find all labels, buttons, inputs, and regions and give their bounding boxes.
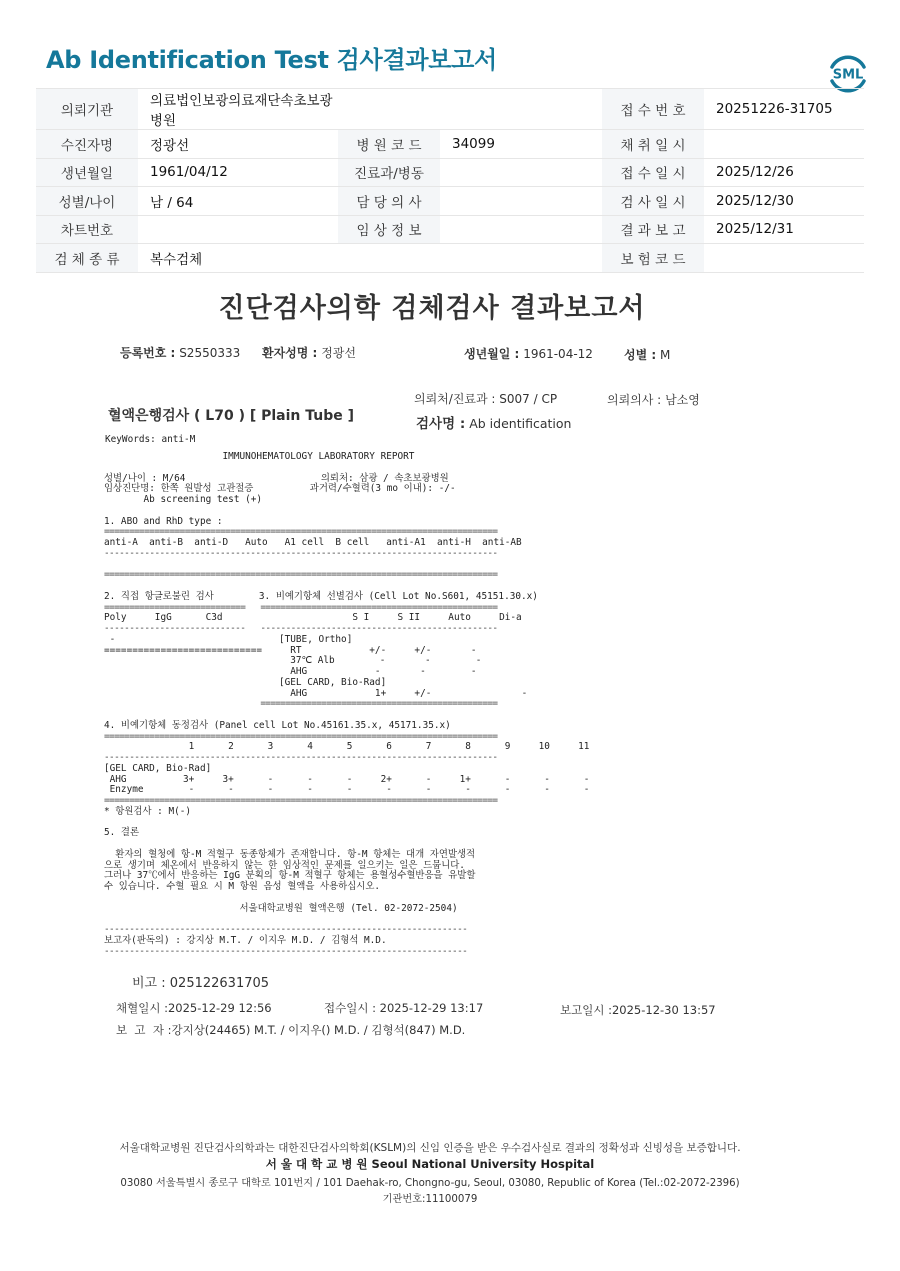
patient-name-label: 환자성명 : <box>262 346 318 360</box>
report-line: - [TUBE, Ortho] <box>104 633 353 645</box>
report-line <box>104 818 524 829</box>
info-value <box>440 89 602 130</box>
info-label <box>338 244 440 273</box>
info-value: 1961/04/12 <box>138 158 338 187</box>
info-value: 정광선 <box>138 130 338 159</box>
sml-logo <box>814 30 864 83</box>
info-value <box>440 215 602 244</box>
hospital-name: 서 울 대 학 교 병 원 Seoul National University Hospital <box>265 1157 595 1171</box>
separator-line: =============================================== <box>104 698 498 710</box>
info-value: 남 / 64 <box>138 187 338 216</box>
dept-field <box>414 390 557 407</box>
patient-info-table <box>36 88 864 273</box>
birth-field <box>464 345 593 362</box>
info-label: 성별/나이 <box>36 187 138 216</box>
remark-label: 비고 : <box>132 976 166 991</box>
report-title: 진단검사의학 검체검사 결과보고서 <box>218 293 646 324</box>
separator-line: ---------------------------- ----------------------------------------------- <box>104 623 498 634</box>
info-value: 20251226-31705 <box>704 89 864 130</box>
reg-no-field <box>120 344 240 361</box>
info-label: 결 과 보 고 <box>602 215 704 244</box>
doctor-label: 의뢰의사 : <box>607 393 662 407</box>
receipt-field <box>324 1000 483 1016</box>
info-label: 검 사 일 시 <box>602 187 704 216</box>
report-line: anti-A anti-B anti-D Auto A1 cell B cell anti-A1 anti-H anti-AB <box>104 537 522 548</box>
info-label: 생년월일 <box>36 158 138 187</box>
patient-name-value: 정광선 <box>321 346 356 360</box>
certification-text: 서울대학교병원 진단검사의학과는 대한진단검사의학회(KSLM)의 신임 인증을 받은 우수검사실로 결과의 정확성과 신빙성을 보증합니다. <box>119 1142 741 1154</box>
info-value: 34099 <box>440 130 602 159</box>
info-label: 담 당 의 사 <box>338 187 440 216</box>
remark-field <box>132 972 269 991</box>
report-line: Enzyme - - - - - - - - - - - <box>104 784 590 796</box>
separator-line: ------------------------------------------------------------------------ <box>104 945 468 957</box>
report-line: AHG 3+ 3+ - - - 2+ - 1+ - - - <box>104 773 590 785</box>
receipt-label: 접수일시 : <box>324 1001 376 1015</box>
separator-line: ------------------------------------------------------------------------------ <box>104 752 498 763</box>
collect-field <box>116 1000 272 1016</box>
separator-line: ============================================================================== <box>104 795 498 806</box>
report-line: 5. 결론 <box>104 827 140 839</box>
report-line: [GEL CARD, Bio-Rad] <box>104 676 387 688</box>
report-line: 4. 비예기항체 동정검사 (Panel cell Lot No.45161.35.x, 45171.35.x) <box>104 719 451 731</box>
info-row <box>36 89 864 130</box>
sex-label: 성별 : <box>624 348 657 362</box>
info-label: 진료과/병동 <box>338 158 440 187</box>
info-value: 2025/12/30 <box>704 187 864 216</box>
test-name-label: 검사명 : <box>416 416 466 432</box>
info-label: 접 수 일 시 <box>602 158 704 187</box>
report-line: 그러나 37℃에서 반응하는 IgG 분획의 항-M 적혈구 항체는 용혈성수혈반응을 유발할 <box>104 870 476 882</box>
info-label: 임 상 정 보 <box>338 215 440 244</box>
lab-report-block <box>104 451 590 957</box>
report-line: 서울대학교병원 혈액은행 (Tel. 02-2072-2504) <box>104 902 458 914</box>
logo-text: SML <box>832 67 864 83</box>
info-label: 의뢰기관 <box>36 89 138 130</box>
info-row <box>36 215 864 244</box>
keywords: KeyWords: anti-M <box>105 434 196 445</box>
report-line: Poly IgG C3d S I S II Auto Di-a <box>104 612 522 624</box>
reg-no-value: S2550333 <box>179 346 241 360</box>
report-date-label: 보고일시 : <box>560 1003 612 1017</box>
report-line: * 항원검사 : M(-) <box>104 805 192 817</box>
report-line: Ab screening test (+) <box>104 494 263 505</box>
receipt-value: 2025-12-29 13:17 <box>379 1001 484 1015</box>
doctor-value: 남소영 <box>665 393 700 407</box>
reporter-field <box>116 1022 465 1038</box>
report-line: 수 있습니다. 수혈 필요 시 M 항원 음성 혈액을 사용하십시오. <box>104 881 381 892</box>
report-line: 보고자(판독의) : 강지상 M.T. / 이지우 M.D. / 김형석 M.D. <box>104 934 387 946</box>
dept-label: 의뢰처/진료과 : <box>414 392 496 406</box>
report-line: 1. ABO and RhD type : <box>104 515 223 527</box>
info-label: 접 수 번 호 <box>602 89 704 130</box>
info-row <box>36 130 864 159</box>
report-line: IMMUNOHEMATOLOGY LABORATORY REPORT <box>104 451 415 462</box>
info-value: 의료법인보광의료재단속초보광병원 <box>138 89 338 130</box>
info-value <box>440 244 602 273</box>
separator-line: ============================ =============================================== <box>104 601 498 613</box>
reporter-value: 강지상(24465) M.T. / 이지우() M.D. / 김형석(847) M.D. <box>171 1023 466 1037</box>
collect-value: 2025-12-29 12:56 <box>167 1001 272 1015</box>
report-date-value: 2025-12-30 13:57 <box>611 1003 716 1017</box>
report-line <box>104 463 524 474</box>
info-value <box>704 130 864 159</box>
report-line <box>104 893 524 904</box>
info-row <box>36 187 864 216</box>
birth-value: 1961-04-12 <box>523 347 593 361</box>
info-value: 복수검체 <box>138 244 338 273</box>
sex-field <box>624 346 670 363</box>
info-value: 2025/12/26 <box>704 158 864 187</box>
institution-number: 기관번호:11100079 <box>382 1194 478 1205</box>
info-label: 차트번호 <box>36 215 138 244</box>
report-line <box>104 506 524 517</box>
page-title: Ab Identification Test 검사결과보고서 <box>46 46 497 74</box>
info-row <box>36 158 864 187</box>
info-label: 검 체 종 류 <box>36 244 138 273</box>
patient-name-field <box>262 344 356 361</box>
info-value <box>440 187 602 216</box>
info-label: 수진자명 <box>36 130 138 159</box>
report-line: 37℃ Alb - - - <box>104 655 482 667</box>
section-title: 혈액은행검사 ( L70 ) [ Plain Tube ] <box>108 408 355 424</box>
info-label: 채 취 일 시 <box>602 130 704 159</box>
report-line: 으로 생기며 체온에서 반응하지 않는 한 임상적인 문제를 일으키는 일은 드뭅니다. <box>104 859 465 871</box>
hospital-address: 03080 서울특별시 종로구 대학로 101번지 / 101 Daehak-ro, Chongno-gu, Seoul, 03080, Republic of Korea (Tel.:02-2072-2396) <box>120 1178 740 1189</box>
info-row <box>36 244 864 273</box>
separator-line: ============================================================================== <box>104 569 498 581</box>
info-label <box>338 89 440 130</box>
sex-value: M <box>660 348 671 362</box>
report-date-field <box>560 1002 716 1018</box>
report-line: [GEL CARD, Bio-Rad] <box>104 762 212 774</box>
test-name-field <box>416 412 571 432</box>
report-line: ============================ RT +/- +/- - <box>104 644 477 656</box>
report-line: 1 2 3 4 5 6 7 8 9 10 11 <box>104 741 590 753</box>
doctor-field <box>607 391 700 408</box>
reporter-label: 보 고 자 : <box>116 1023 172 1037</box>
dept-value: S007 / CP <box>499 392 558 406</box>
separator-line: ------------------------------------------------------------------------------ <box>104 547 498 559</box>
separator-line: ============================================================================== <box>104 730 498 742</box>
report-line: 2. 직접 항글로불린 검사 3. 비예기항체 선별검사 (Cell Lot No.S601, 45151.30.x) <box>104 590 538 602</box>
report-line: 임상진단명: 한쪽 원발성 고관절증 과거력/수혈력(3 mo 이내): -/- <box>104 483 456 495</box>
info-value: 2025/12/31 <box>704 215 864 244</box>
info-value <box>704 244 864 273</box>
info-value <box>440 158 602 187</box>
info-value <box>138 215 338 244</box>
collect-label: 채혈일시 : <box>116 1001 168 1015</box>
separator-line: ============================================================================== <box>104 526 498 538</box>
reg-no-label: 등록번호 : <box>120 346 176 360</box>
birth-label: 생년월일 : <box>464 347 520 361</box>
report-line: 성별/나이 : M/64 의뢰처: 삼광 / 속초보광병원 <box>104 472 449 484</box>
report-line: AHG 1+ +/- - <box>104 687 528 699</box>
info-label: 병 원 코 드 <box>338 130 440 159</box>
report-line: AHG - - - <box>104 666 477 677</box>
info-label: 보 험 코 드 <box>602 244 704 273</box>
test-name-value: Ab identification <box>469 416 572 431</box>
remark-value: 025122631705 <box>169 976 270 991</box>
report-line: 환자의 혈청에 항-M 적혈구 동종항체가 존재합니다. 항-M 항체는 대개 자연발생적 <box>104 848 476 860</box>
separator-line: ------------------------------------------------------------------------ <box>104 924 468 935</box>
